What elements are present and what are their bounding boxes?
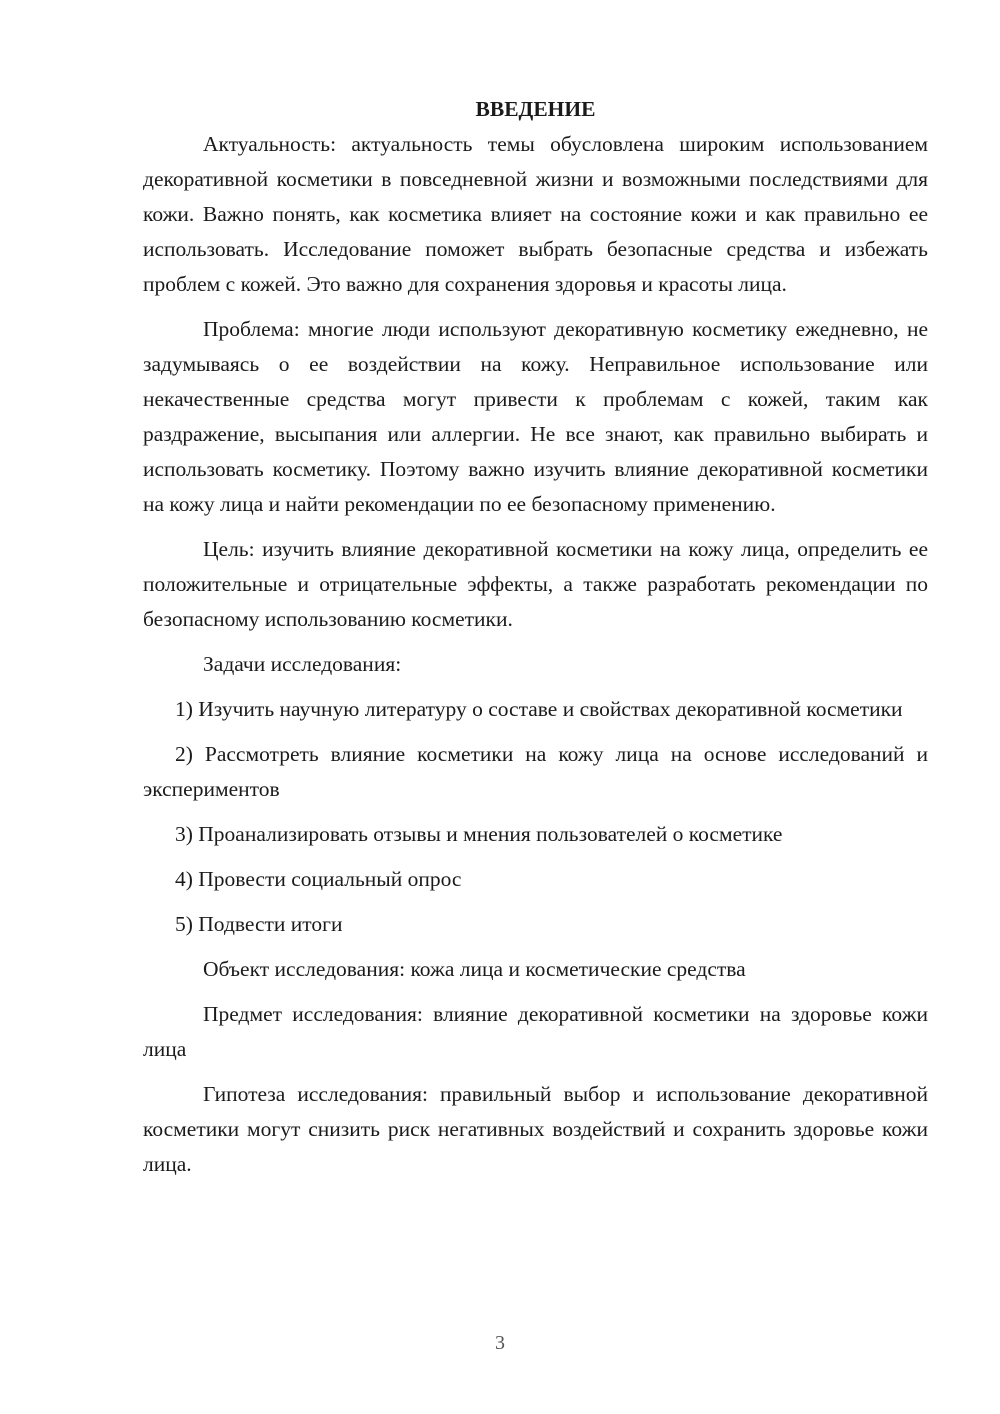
hypothesis-paragraph: Гипотеза исследования: правильный выбор и использование декоративной косметики могут снизить риск негативных воздействий и сохранить здоровье кожи лица. bbox=[143, 1082, 928, 1176]
problem-paragraph: Проблема: многие люди используют декоративную косметику ежедневно, не задумываясь о ее воздействии на кожу. Неправильное использование или некачественные средства могут привести к проблемам с кожей, таким как раздражение, высыпания или аллергии. Не все знают, как правильно выбирать и использовать косметику. Поэтому важно изучить влияние декоративной косметики на кожу лица и найти рекомендации по ее безопасному применению. bbox=[143, 317, 928, 516]
object-paragraph: Объект исследования: кожа лица и косметические средства bbox=[203, 957, 746, 981]
list-item: 2) Рассмотреть влияние косметики на кожу лица на основе исследований и экспериментов bbox=[143, 742, 928, 801]
page-content bbox=[143, 92, 928, 1192]
list-item: 3) Проанализировать отзывы и мнения пользователей о косметике bbox=[175, 822, 783, 846]
page-title: ВВЕДЕНИЕ bbox=[475, 97, 596, 121]
list-item: 5) Подвести итоги bbox=[175, 912, 343, 936]
list-item: 4) Провести социальный опрос bbox=[175, 867, 462, 891]
tasks-heading: Задачи исследования: bbox=[203, 652, 402, 676]
tasks-list bbox=[143, 692, 928, 942]
page-number: 3 bbox=[495, 1332, 505, 1354]
subject-paragraph: Предмет исследования: влияние декоративной косметики на здоровье кожи лица bbox=[143, 1002, 928, 1061]
relevance-paragraph: Актуальность: актуальность темы обусловлена широким использованием декоративной косметики в повседневной жизни и возможными последствиями для кожи. Важно понять, как косметика влияет на состояние кожи и как правильно ее использовать. Исследование поможет выбрать безопасные средства и избежать проблем с кожей. Это важно для сохранения здоровья и красоты лица. bbox=[143, 132, 928, 296]
goal-paragraph: Цель: изучить влияние декоративной косметики на кожу лица, определить ее положительные и отрицательные эффекты, а также разработать рекомендации по безопасному использованию косметики. bbox=[143, 537, 928, 631]
list-item: 1) Изучить научную литературу о составе и свойствах декоративной косметики bbox=[175, 697, 903, 721]
